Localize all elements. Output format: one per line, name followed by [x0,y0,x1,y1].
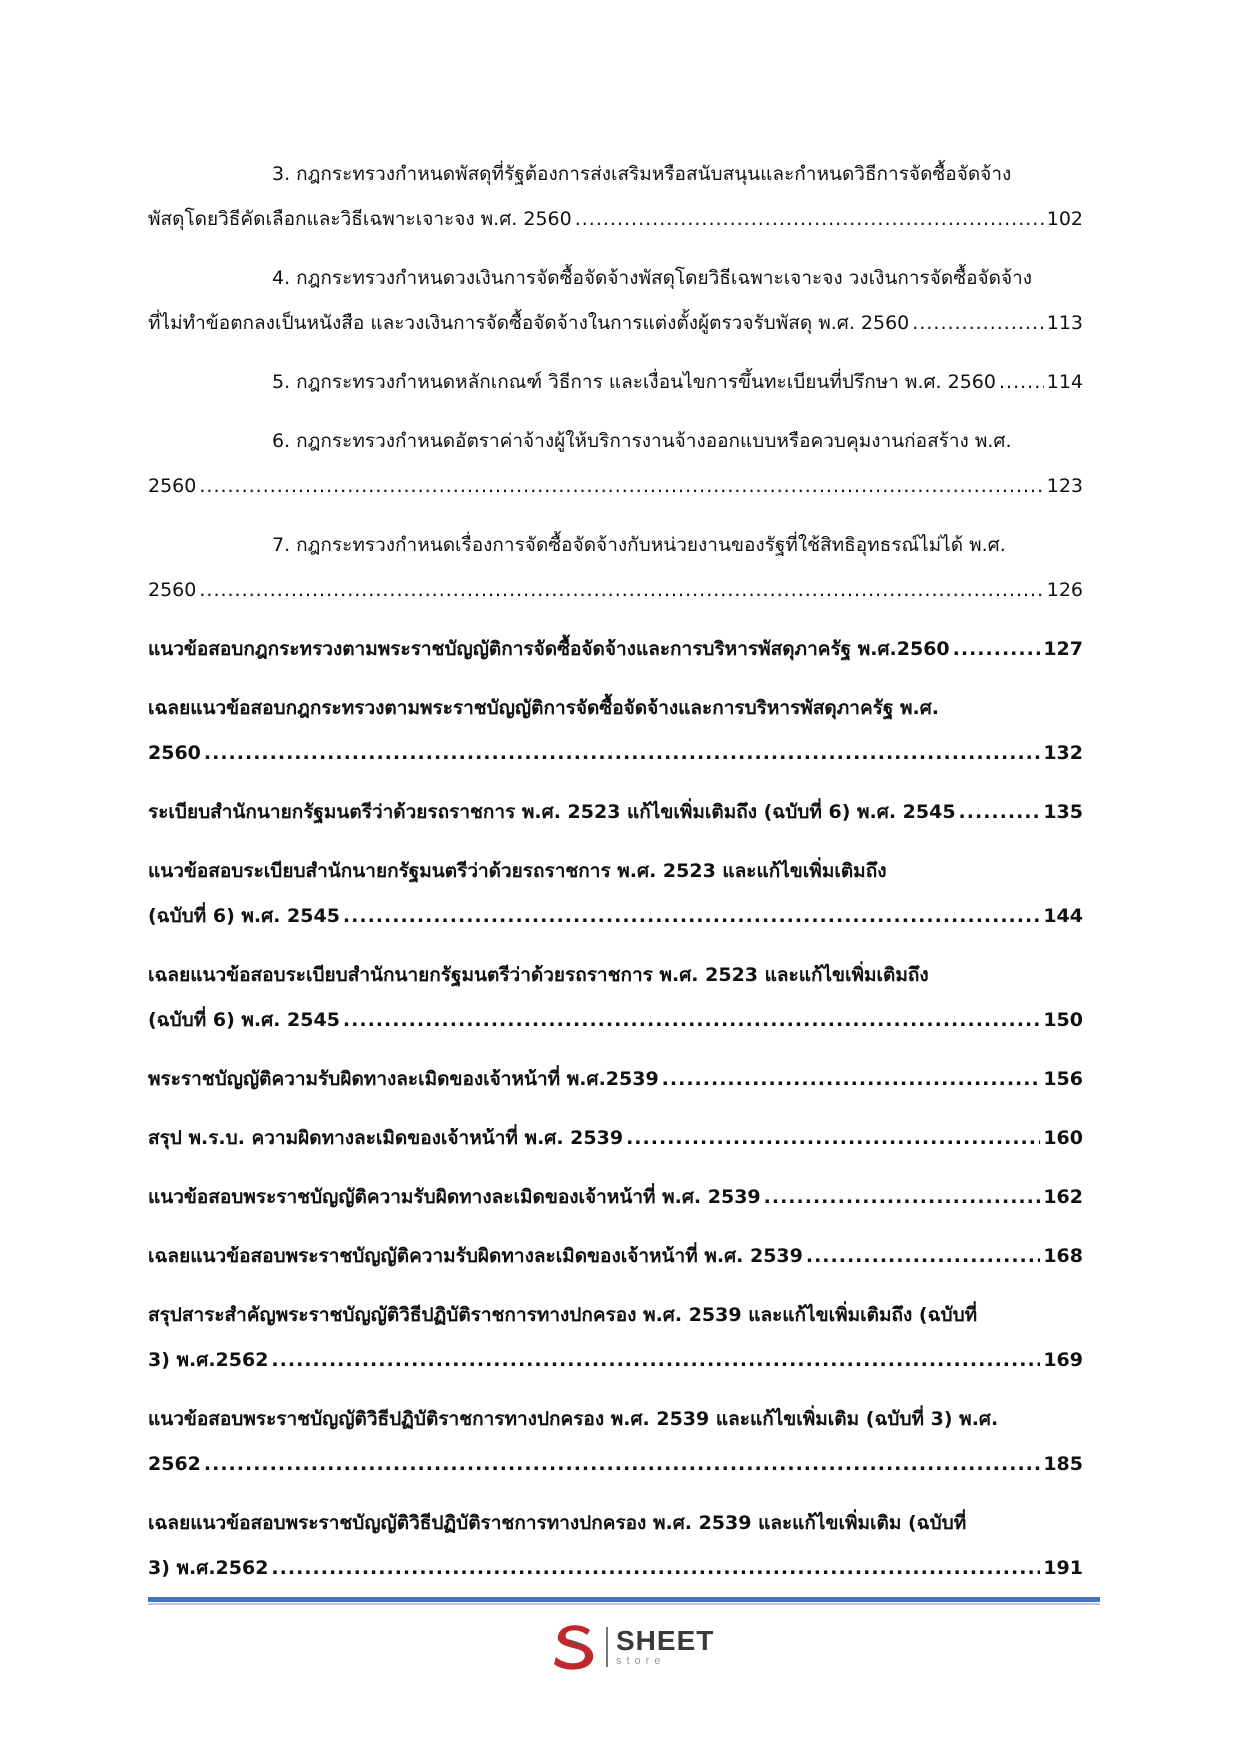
toc-entry-text: แนวข้อสอบพระราชบัญญัติความรับผิดทางละเมิดของเจ้าหน้าที่ พ.ศ. 2539 [148,1186,761,1208]
page-number: 162 [1043,1186,1083,1208]
leader-dots [662,1057,1041,1102]
toc-entry-text: แนวข้อสอบพระราชบัญญัติวิธีปฏิบัติราชการทางปกครอง พ.ศ. 2539 และแก้ไขเพิ่มเติม (ฉบับที่ 3) พ.ศ. [148,1408,999,1430]
toc-entry[interactable] [148,256,1083,346]
toc-entry-text: พัสดุโดยวิธีคัดเลือกและวิธีเฉพาะเจาะจง พ.ศ. 2560 [148,208,572,230]
leader-dots [204,1442,1040,1487]
toc-entry[interactable] [148,360,1083,405]
leader-dots [271,1338,1040,1383]
logo-subword: store [616,1655,666,1667]
table-of-contents [148,152,1083,1591]
toc-entry[interactable] [148,1175,1083,1220]
leader-dots [204,731,1040,776]
toc-entry-text: เฉลยแนวข้อสอบกฎกระทรวงตามพระราชบัญญัติการจัดซื้อจัดจ้างและการบริหารพัสดุภาครัฐ พ.ศ. [148,697,939,719]
toc-entry-text: เฉลยแนวข้อสอบพระราชบัญญัติวิธีปฏิบัติราชการทางปกครอง พ.ศ. 2539 และแก้ไขเพิ่มเติม (ฉบับที่ [148,1512,967,1534]
page-number: 123 [1046,475,1083,497]
page-number: 156 [1043,1068,1083,1090]
page-number: 126 [1046,579,1083,601]
toc-entry[interactable] [148,1234,1083,1279]
toc-entry[interactable] [148,1501,1083,1591]
page-number: 113 [1046,312,1083,334]
toc-entry[interactable] [148,1057,1083,1102]
leader-dots [343,998,1040,1043]
toc-entry-text: (ฉบับที่ 6) พ.ศ. 2545 [148,1009,340,1031]
toc-entry-text: เฉลยแนวข้อสอบพระราชบัญญัติความรับผิดทางละเมิดของเจ้าหน้าที่ พ.ศ. 2539 [148,1245,803,1267]
logo-word: SHEET [616,1625,715,1656]
page-number: 144 [1043,905,1083,927]
leader-dots [271,1546,1040,1591]
leader-dots [953,627,1041,672]
page-number: 127 [1043,638,1083,660]
page-number: 160 [1043,1127,1083,1149]
footer-rule-shadow [148,1603,1100,1605]
toc-entry-text: 4. กฎกระทรวงกำหนดวงเงินการจัดซื้อจัดจ้างพัสดุโดยวิธีเฉพาะเจาะจง วงเงินการจัดซื้อจัดจ้าง [272,267,1033,289]
toc-entry-text: แนวข้อสอบระเบียบสำนักนายกรัฐมนตรีว่าด้วยรถราชการ พ.ศ. 2523 และแก้ไขเพิ่มเติมถึง [148,860,887,882]
page-number: 169 [1043,1349,1083,1371]
toc-entry-text: ระเบียบสำนักนายกรัฐมนตรีว่าด้วยรถราชการ พ.ศ. 2523 แก้ไขเพิ่มเติมถึง (ฉบับที่ 6) พ.ศ. 2545 [148,801,956,823]
toc-entry-text: 2560 [148,742,201,764]
page-number: 135 [1043,801,1083,823]
toc-entry[interactable] [148,419,1083,509]
toc-entry-text: 2560 [148,475,197,497]
page-number: 168 [1043,1245,1083,1267]
toc-entry[interactable] [148,627,1083,672]
page-number: 132 [1043,742,1083,764]
toc-entry-text: 7. กฎกระทรวงกำหนดเรื่องการจัดซื้อจัดจ้างกับหน่วยงานของรัฐที่ใช้สิทธิอุทธรณ์ไม่ได้ พ.ศ. [272,534,1006,556]
toc-entry-text: พระราชบัญญัติความรับผิดทางละเมิดของเจ้าหน้าที่ พ.ศ.2539 [148,1068,659,1090]
toc-entry-text: 3. กฎกระทรวงกำหนดพัสดุที่รัฐต้องการส่งเสริมหรือสนับสนุนและกำหนดวิธีการจัดซื้อจัดจ้าง [272,163,1012,185]
toc-entry[interactable] [148,1116,1083,1161]
sheet-store-logo [550,1620,714,1674]
leader-dots [199,464,1043,509]
toc-entry-text: สรุปสาระสำคัญพระราชบัญญัติวิธีปฏิบัติราชการทางปกครอง พ.ศ. 2539 และแก้ไขเพิ่มเติมถึง (ฉบับที่ [148,1304,978,1326]
toc-entry[interactable] [148,849,1083,939]
toc-entry-text: แนวข้อสอบกฎกระทรวงตามพระราชบัญญัติการจัดซื้อจัดจ้างและการบริหารพัสดุภาครัฐ พ.ศ.2560 [148,638,950,660]
toc-entry[interactable] [148,523,1083,613]
page-number: 114 [1046,371,1083,393]
page-number: 150 [1043,1009,1083,1031]
page-number: 102 [1046,208,1083,230]
toc-entry[interactable] [148,953,1083,1043]
toc-entry-text: 2562 [148,1453,201,1475]
leader-dots [199,568,1043,613]
toc-entry-text: 5. กฎกระทรวงกำหนดหลักเกณฑ์ วิธีการ และเงื่อนไขการขึ้นทะเบียนที่ปรึกษา พ.ศ. 2560 [272,371,996,393]
toc-entry[interactable] [148,1397,1083,1487]
footer-rule [148,1597,1100,1602]
toc-entry[interactable] [148,1293,1083,1383]
toc-entry[interactable] [148,686,1083,776]
leader-dots [959,790,1041,835]
toc-entry-text: เฉลยแนวข้อสอบระเบียบสำนักนายกรัฐมนตรีว่าด้วยรถราชการ พ.ศ. 2523 และแก้ไขเพิ่มเติมถึง [148,964,929,986]
leader-dots [912,301,1043,346]
toc-entry-text: (ฉบับที่ 6) พ.ศ. 2545 [148,905,340,927]
leader-dots [999,360,1044,405]
toc-entry-text: 3) พ.ศ.2562 [148,1557,269,1579]
sheet-store-s-icon [550,1622,596,1672]
toc-entry-text: 2560 [148,579,197,601]
logo-divider [606,1627,608,1667]
toc-entry[interactable] [148,152,1083,242]
toc-entry-text: สรุป พ.ร.บ. ความผิดทางละเมิดของเจ้าหน้าที่ พ.ศ. 2539 [148,1127,624,1149]
toc-entry-text: 3) พ.ศ.2562 [148,1349,269,1371]
page-number: 185 [1043,1453,1083,1475]
toc-entry-text: ที่ไม่ทำข้อตกลงเป็นหนังสือ และวงเงินการจัดซื้อจัดจ้างในการแต่งตั้งผู้ตรวจรับพัสดุ พ.ศ. 2560 [148,312,910,334]
leader-dots [343,894,1040,939]
leader-dots [764,1175,1041,1220]
leader-dots [806,1234,1040,1279]
leader-dots [626,1116,1040,1161]
toc-entry-text: 6. กฎกระทรวงกำหนดอัตราค่าจ้างผู้ให้บริการงานจ้างออกแบบหรือควบคุมงานก่อสร้าง พ.ศ. [272,430,1012,452]
page-number: 191 [1043,1557,1083,1579]
leader-dots [575,197,1044,242]
toc-entry[interactable] [148,790,1083,835]
